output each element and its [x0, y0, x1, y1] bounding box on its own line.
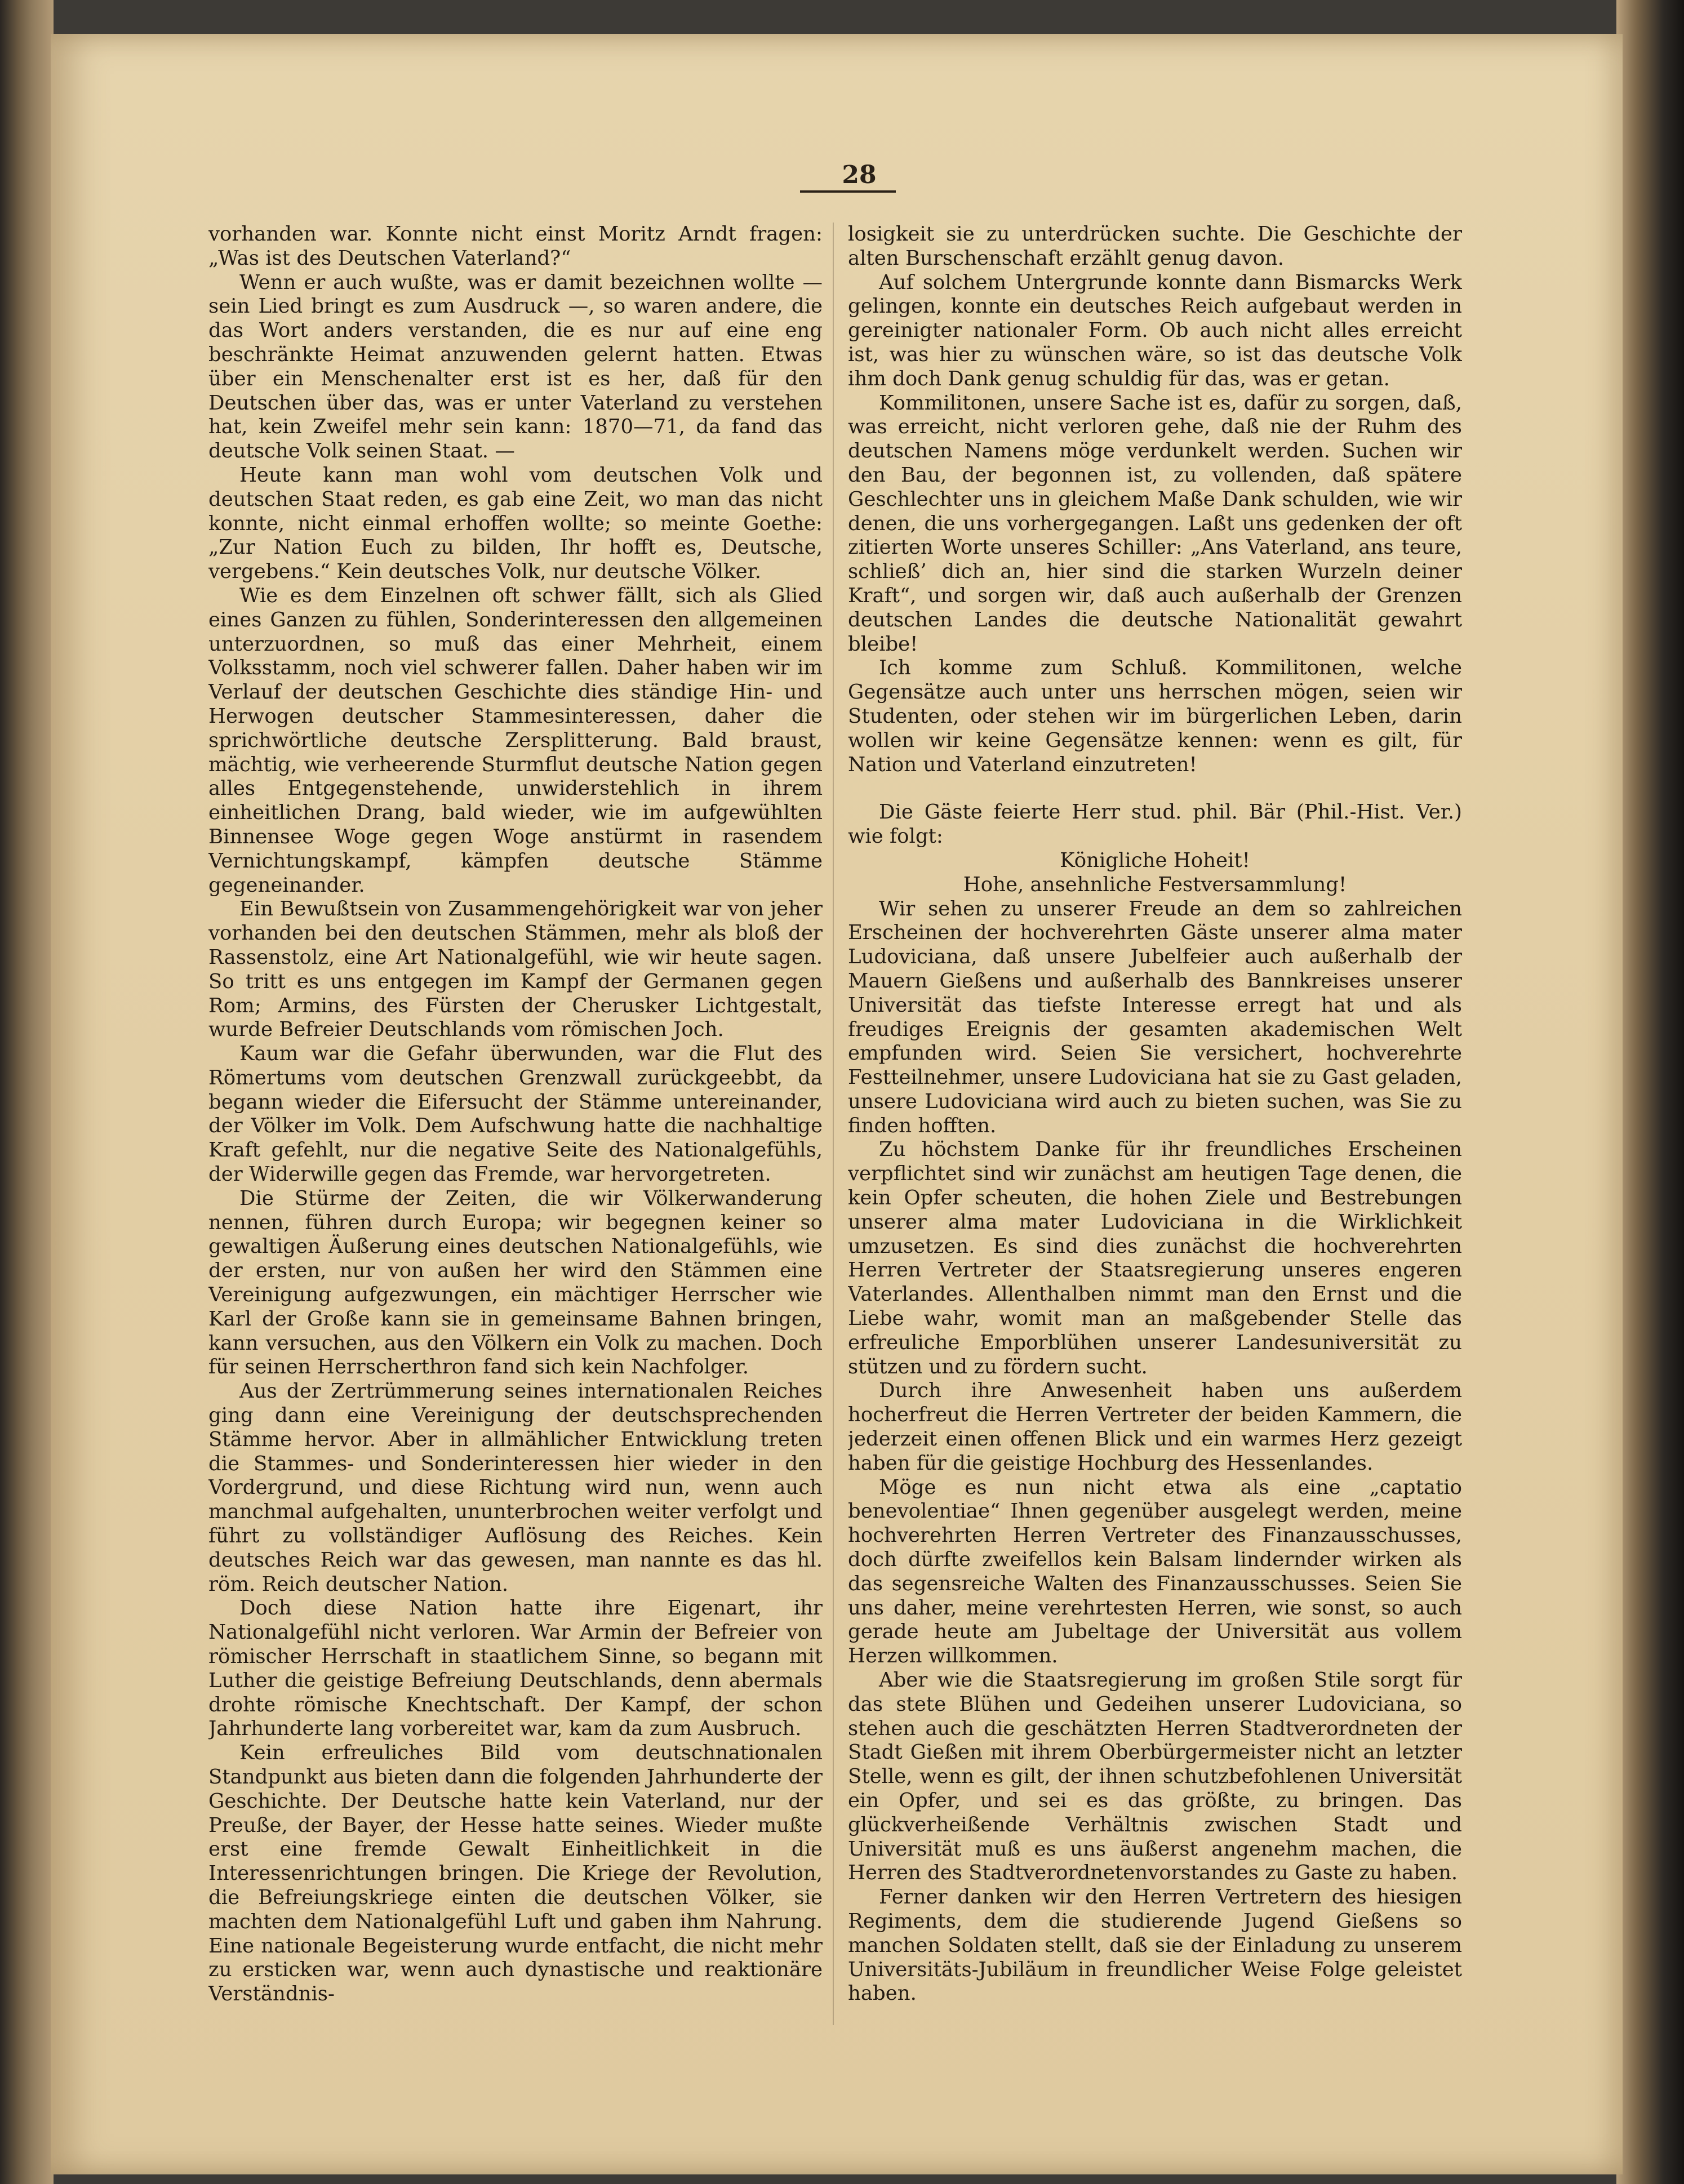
paragraph: Ich komme zum Schluß. Kommilitonen, welche Gegensätze auch unter uns herrschen mögen, seien wir Studenten, oder stehen wir im bürgerlichen Leben, darin wollen wir keine Gegensätze kennen: wenn es gilt, für Nation und Vaterland einzutreten! [848, 656, 1462, 776]
paragraph: Ein Bewußtsein von Zusammengehörigkeit war von jeher vorhanden bei den deutschen Stämmen, mehr als bloß der Rassenstolz, eine Art Nationalgefühl, wie wir heute sagen. So tritt es uns entgegen im Kampf der Germanen gegen Rom; Armins, des Fürsten der Cherusker Lichtgestalt, wurde Befreier Deutschlands vom römischen Joch. [208, 897, 823, 1042]
page-number-rule [800, 190, 896, 193]
paragraph: Die Stürme der Zeiten, die wir Völkerwanderung nennen, führen durch Europa; wir begegnen keiner so gewaltigen Äußerung eines deutschen Nationalgefühls, wie der ersten, nur von außen her wird den Stämmen eine Vereinigung aufgezwungen, ein mächtiger Herrscher wie Karl der Große kann sie in gemeinsame Bahnen bringen, kann versuchen, aus den Völkern ein Volk zu machen. Doch für seinen Herrscherthron fand sich kein Nachfolger. [208, 1186, 823, 1379]
page-number: 28 [842, 161, 877, 189]
paragraph: Aber wie die Staatsregierung im großen Stile sorgt für das stete Blühen und Gedeihen unserer Ludoviciana, so stehen auch die geschätzten Herren Stadtverordneten der Stadt Gießen mit ihrem Oberbürgermeister nicht an letzter Stelle, wenn es gilt, der ihnen schutzbefohlenen Universität ein Opfer, und sei es das größte, zu bringen. Das glückverheißende Verhältnis zwischen Stadt und Universität muß es uns äußerst angenehm machen, die Herren des Stadtverordnetenvorstandes zu Gaste zu haben. [848, 1669, 1462, 1885]
paragraph: Wie es dem Einzelnen oft schwer fällt, sich als Glied eines Ganzen zu fühlen, Sonderinteressen den allgemeinen unterzuordnen, so muß das einer Mehrheit, einem Volksstamm, noch viel schwerer fallen. Daher haben wir im Verlauf der deutschen Geschichte dies ständige Hin- und Herwogen deutscher Stammesinteressen, daher die sprichwörtliche deutsche Zersplitterung. Bald braust, mächtig, wie verheerende Sturmflut deutsche Nation gegen alles Entgegenstehende, unwiderstehlich in ihrem einheitlichen Drang, bald wieder, wie im aufgewühlten Binnensee Woge gegen Woge anstürmt in rasendem Vernichtungskampf, kämpfen deutsche Stämme gegeneinander. [208, 584, 823, 897]
speech-intro: Die Gäste feierte Herr stud. phil. Bär (Phil.-Hist. Ver.) wie folgt: [848, 800, 1462, 848]
right-column [848, 223, 1462, 2138]
paragraph: Zu höchstem Danke für ihr freundliches Erscheinen verpflichtet sind wir zunächst am heutigen Tage denen, die kein Opfer scheuten, die hohen Ziele und Bestrebungen unserer alma mater Ludoviciana in die Wirklichkeit umzusetzen. Es sind dies zunächst die hochverehrten Herren Vertreter der Staatsregierung unseres engeren Vaterlandes. Allenthalben nimmt man den Ernst und die Liebe wahr, womit man an maßgebender Stelle das erfreuliche Emporblühen unserer Landesuniversität zu stützen und zu fördern sucht. [848, 1138, 1462, 1378]
left-column [208, 223, 823, 2138]
paragraph: Kaum war die Gefahr überwunden, war die Flut des Römertums vom deutschen Grenzwall zurückgeebbt, da begann wieder die Eifersucht der Stämme untereinander, der Völker im Volk. Dem Aufschwung hatte die nachhaltige Kraft gefehlt, nur die negative Seite des Nationalgefühls, der Widerwille gegen das Fremde, war hervorgetreten. [208, 1042, 823, 1186]
paragraph: Heute kann man wohl vom deutschen Volk und deutschen Staat reden, es gab eine Zeit, wo man das nicht konnte, nicht einmal erhoffen wollte; so meinte Goethe: „Zur Nation Euch zu bilden, Ihr hofft es, Deutsche, vergebens.“ Kein deutsches Volk, nur deutsche Völker. [208, 463, 823, 584]
paragraph: Kein erfreuliches Bild vom deutschnationalen Standpunkt aus bieten dann die folgenden Jahrhunderte der Geschichte. Der Deutsche hatte kein Vaterland, nur der Preuße, der Bayer, der Hesse hatte seines. Wieder mußte erst eine fremde Gewalt Einheitlichkeit in die Interessenrichtungen bringen. Die Kriege der Revolution, die Befreiungskriege einten die deutschen Völker, sie machten dem Nationalgefühl Luft und gaben ihm Nahrung. Eine nationale Begeisterung wurde entfacht, die nicht mehr zu ersticken war, wenn auch dynastische und reaktionäre Verständnis- [208, 1741, 823, 2006]
paragraph: Möge es nun nicht etwa als eine „captatio benevolentiae“ Ihnen gegenüber ausgelegt werden, meine hochverehrten Herren Vertreter des Finanzausschusses, doch dürfte zweifellos kein Balsam lindernder wirken als das segensreiche Walten des Finanzausschusses. Seien Sie uns daher, meine verehrtesten Herren, wie sonst, so auch gerade heute am Jubeltage der Universität aus vollem Herzen willkommen. [848, 1475, 1462, 1668]
paragraph: Doch diese Nation hatte ihre Eigenart, ihr Nationalgefühl nicht verloren. War Armin der Befreier von römischer Herrschaft in staatlichem Sinne, so begann mit Luther die geistige Befreiung Deutschlands, denn abermals drohte römische Knechtschaft. Der Kampf, der schon Jahrhunderte lang vorbereitet war, kam da zum Ausbruch. [208, 1596, 823, 1741]
paragraph: Aus der Zertrümmerung seines internationalen Reiches ging dann eine Vereinigung der deutschsprechenden Stämme hervor. Aber in allmählicher Entwicklung treten die Stammes- und Sonderinteressen hier wieder in den Vordergrund, und diese Richtung wird nun, wenn auch manchmal aufgehalten, ununterbrochen weiter verfolgt und führt zu vollständiger Auflösung des Reiches. Kein deutsches Reich war das gewesen, man nannte es das hl. röm. Reich deutscher Nation. [208, 1380, 823, 1596]
paragraph: Durch ihre Anwesenheit haben uns außerdem hocherfreut die Herren Vertreter der beiden Kammern, die jederzeit einen offenen Blick und ein warmes Herz gezeigt haben für die geistige Hochburg des Hessenlandes. [848, 1379, 1462, 1475]
salutation: Königliche Hoheit! [1060, 848, 1250, 872]
paragraph: Auf solchem Untergrunde konnte dann Bismarcks Werk gelingen, konnte ein deutsches Reich aufgebaut werden in gereinigter nationaler Form. Ob auch nicht alles erreicht ist, was hier zu wünschen wäre, so ist das deutsche Volk ihm doch Dank genug schuldig für das, was er getan. [848, 270, 1462, 390]
book-edge-right [1616, 0, 1684, 2184]
section-spacer [848, 777, 1462, 800]
paragraph: vorhanden war. Konnte nicht einst Moritz Arndt fragen: „Was ist des Deutschen Vaterland?“ [208, 223, 823, 270]
salutation: Hohe, ansehnliche Festversammlung! [963, 873, 1347, 896]
column-divider [833, 223, 834, 2025]
paragraph: Wenn er auch wußte, was er damit bezeichnen wollte — sein Lied bringt es zum Ausdruck —, so waren andere, die das Wort anders verstanden, die es nur auf eine eng beschränkte Heimat anzuwenden gelernt hatten. Etwas über ein Menschenalter erst ist es her, daß für den Deutschen über das, was er unter Vaterland zu verstehen hat, kein Zweifel mehr sein kann: 1870—71, da fand das deutsche Volk seinen Staat. — [208, 270, 823, 463]
paragraph: Ferner danken wir den Herren Vertretern des hiesigen Regiments, dem die studierende Jugend Gießens so manchen Soldaten stellt, daß sie der Einladung zu unserem Universitäts-Jubiläum in freundlicher Weise Folge geleistet haben. [848, 1885, 1462, 2005]
paragraph: Wir sehen zu unserer Freude an dem so zahlreichen Erscheinen der hochverehrten Gäste unserer alma mater Ludoviciana, daß unsere Jubelfeier auch außerhalb der Mauern Gießens und außerhalb des Bannkreises unserer Universität das tiefste Interesse erregt hat und als freudiges Ereignis der gesamten akademischen Welt empfunden wird. Seien Sie versichert, hochverehrte Festteilnehmer, unsere Ludoviciana hat sie zu Gast geladen, unsere Ludoviciana wird auch zu bieten suchen, was Sie zu finden hofften. [848, 897, 1462, 1137]
book-edge-left [0, 0, 54, 2184]
paragraph: Kommilitonen, unsere Sache ist es, dafür zu sorgen, daß, was erreicht, nicht verloren gehe, daß nie der Ruhm des deutschen Namens möge verdunkelt werden. Suchen wir den Bau, der begonnen ist, zu vollenden, daß spätere Geschlechter uns in gleichem Maße Dank schulden, wie wir denen, die uns vorhergegangen. Laßt uns gedenken der oft zitierten Worte unseres Schiller: „Ans Vaterland, ans teure, schließ’ dich an, hier sind die starken Wurzeln deiner Kraft“, und sorgen wir, daß auch außerhalb der Grenzen deutschen Landes die deutsche Nationalität gewahrt bleibe! [848, 391, 1462, 656]
paragraph: losigkeit sie zu unterdrücken suchte. Die Geschichte der alten Burschenschaft erzählt genug davon. [848, 223, 1462, 270]
